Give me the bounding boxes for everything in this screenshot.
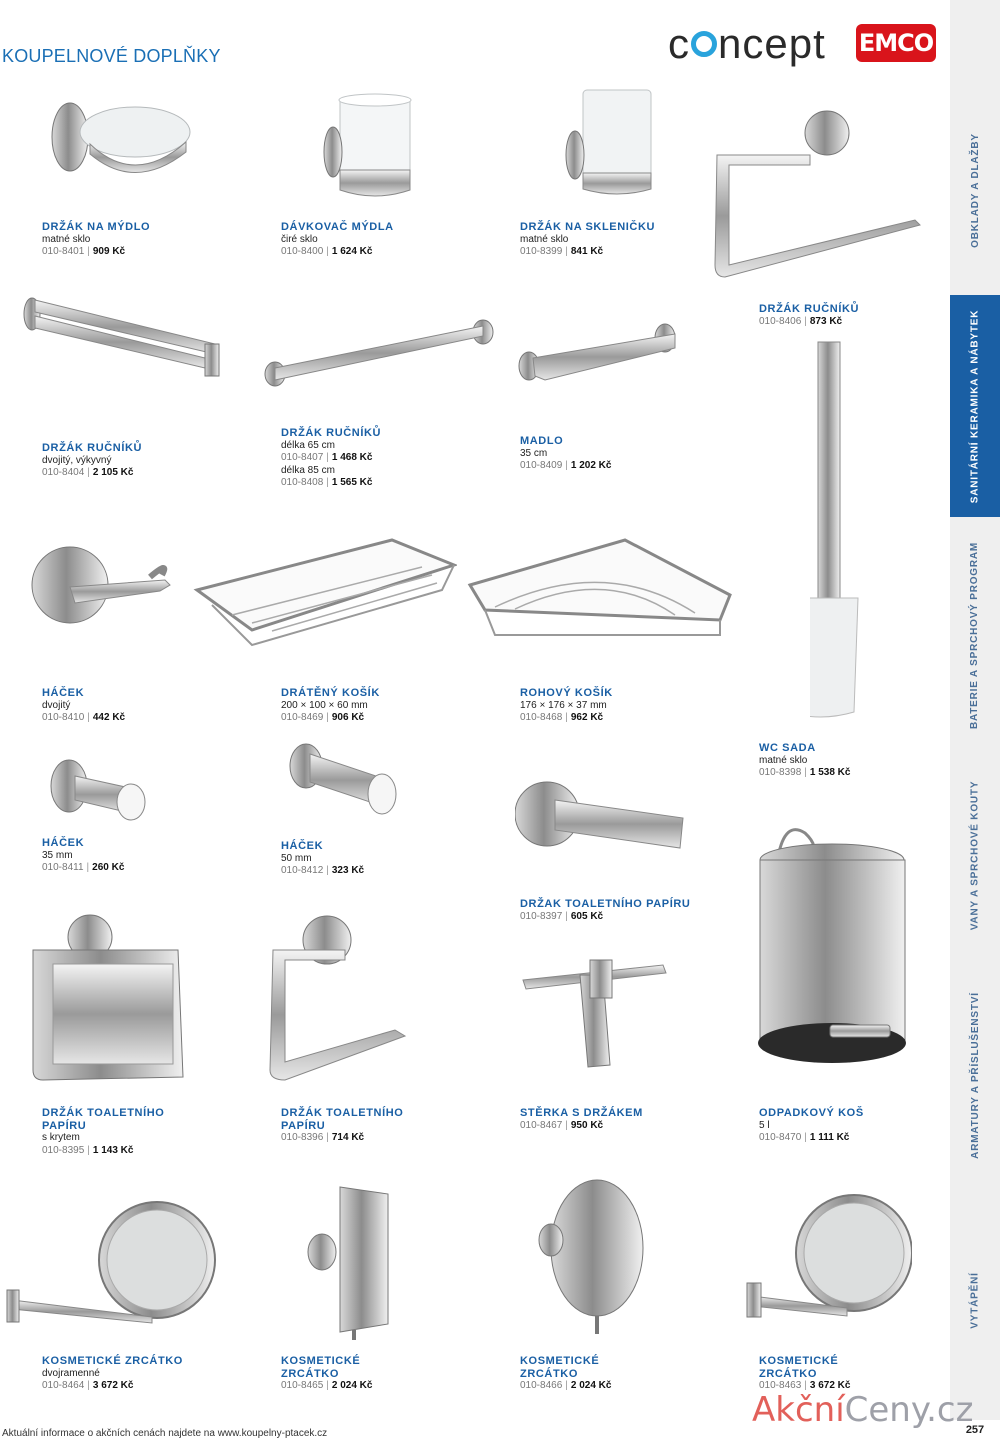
product-waste-bin: ODPADKOVÝ KOŠ 5 l 010-8470 | 1 111 Kč [759, 1107, 864, 1143]
sidebar-tab-armatury[interactable]: ARMATURY A PŘÍSLUŠENSTVÍ [969, 991, 981, 1159]
sidebar-tab-vany[interactable]: VANY A SPRCHOVÉ KOUTY [969, 780, 981, 930]
product-mirror-arm: KOSMETICKÉ ZRCÁTKO 010-8463 | 3 672 Kč [759, 1355, 851, 1391]
product-wc-set: WC SADA matné sklo 010-8398 | 1 538 Kč [759, 742, 851, 778]
paper-holder-cover-icon [28, 912, 193, 1087]
paper-holder-open-icon [265, 912, 415, 1087]
towel-bar-icon [255, 318, 495, 390]
glass-holder-icon [555, 85, 660, 205]
product-hook-50: HÁČEK 50 mm 010-8412 | 323 Kč [281, 840, 365, 876]
concept-drop-icon [691, 31, 717, 57]
product-glass-holder: DRŽÁK NA SKLENIČKU matné sklo 010-8399 | 841 Kč [520, 221, 656, 257]
toilet-brush-icon [810, 340, 870, 720]
sidebar-tab-sanitarni-keramika[interactable]: SANITÁRNÍ KERAMIKA A NÁBYTEK [950, 295, 1000, 517]
grab-bar-icon [515, 320, 685, 390]
mirror-oval-icon [535, 1178, 645, 1338]
page-title: KOUPELNOVÉ DOPLŇKY [2, 46, 221, 66]
product-paper-holder-bar: DRŽAK TOALETNÍHO PAPÍRU 010-8397 | 605 Kč [520, 898, 691, 922]
hook-short-icon [45, 748, 155, 833]
product-squeegee: STĚRKA S DRŽÁKEM 010-8467 | 950 Kč [520, 1107, 643, 1131]
sidebar-tab-obklady[interactable]: OBKLADY A DLAŽBY [969, 132, 981, 248]
product-soap-dish: DRŽÁK NA MÝDLO matné sklo 010-8401 | 909 Kč [42, 221, 151, 257]
sidebar-tab-vytapeni[interactable]: VYTÁPĚNÍ [969, 1271, 981, 1329]
product-corner-basket: ROHOVÝ KOŠÍK 176 × 176 × 37 mm 010-8468 | 962 Kč [520, 687, 613, 723]
concept-logo: c ncept [668, 20, 826, 67]
product-soap-dispenser: DÁVKOVAČ MÝDLA čiré sklo 010-8400 | 1 624 Kč [281, 221, 394, 257]
product-wire-basket: DRÁTĚNÝ KOŠÍK 200 × 100 × 60 mm 010-8469 | 906 Kč [281, 687, 380, 723]
double-towel-bar-icon [20, 292, 225, 382]
product-mirror-oval: KOSMETICKÉ ZRCÁTKO 010-8466 | 2 024 Kč [520, 1355, 612, 1391]
mirror-rect-icon [300, 1182, 400, 1342]
product-grab-bar: MADLO 35 cm 010-8409 | 1 202 Kč [520, 435, 612, 471]
wire-basket-icon [192, 535, 457, 660]
product-mirror-rect: KOSMETICKÉ ZRCÁTKO 010-8465 | 2 024 Kč [281, 1355, 373, 1391]
soap-dispenser-icon [315, 90, 425, 205]
squeegee-icon [518, 955, 673, 1070]
soap-dish-icon [40, 92, 200, 187]
product-paper-holder-open: DRŽÁK TOALETNÍHO PAPÍRU 010-8396 | 714 Kč [281, 1107, 404, 1143]
product-paper-holder-cover: DRŽÁK TOALETNÍHO PAPÍRU s krytem 010-8395 | 1 143 Kč [42, 1107, 165, 1156]
product-hook-35: HÁČEK 35 mm 010-8411 | 260 Kč [42, 837, 125, 873]
product-mirror-double-arm: KOSMETICKÉ ZRCÁTKO dvojramenné 010-8464 | 3 672 Kč [42, 1355, 183, 1391]
product-towel-bar: DRŽÁK RUČNÍKŮ délka 65 cm 010-8407 | 1 468 Kč délka 85 cm 010-8408 | 1 565 Kč [281, 427, 382, 488]
emco-logo: EMCO [856, 24, 936, 62]
product-double-hook: HÁČEK dvojitý 010-8410 | 442 Kč [42, 687, 126, 723]
mirror-double-arm-icon [2, 1185, 222, 1345]
waste-bin-icon [750, 815, 915, 1070]
hook-long-icon [282, 738, 412, 838]
sidebar-tab-baterie[interactable]: BATERIE A SPRCHOVÝ PROGRAM [969, 541, 981, 729]
double-hook-icon [30, 525, 175, 645]
corner-basket-icon [465, 535, 735, 645]
mirror-arm-icon [742, 1178, 912, 1348]
page-number: 257 [965, 1424, 985, 1436]
product-double-towel-bar: DRŽÁK RUČNÍKŮ dvojitý, výkyvný 010-8404 | 2 105 Kč [42, 442, 143, 478]
paper-holder-bar-icon [515, 770, 685, 865]
footer-note: Aktuální informace o akčních cenách najdete na www.koupelny-ptacek.cz [2, 1428, 328, 1439]
product-towel-ring: DRŽÁK RUČNÍKŮ 010-8406 | 873 Kč [759, 303, 860, 327]
watermark-logo: AkčníCeny.cz [752, 1390, 974, 1430]
